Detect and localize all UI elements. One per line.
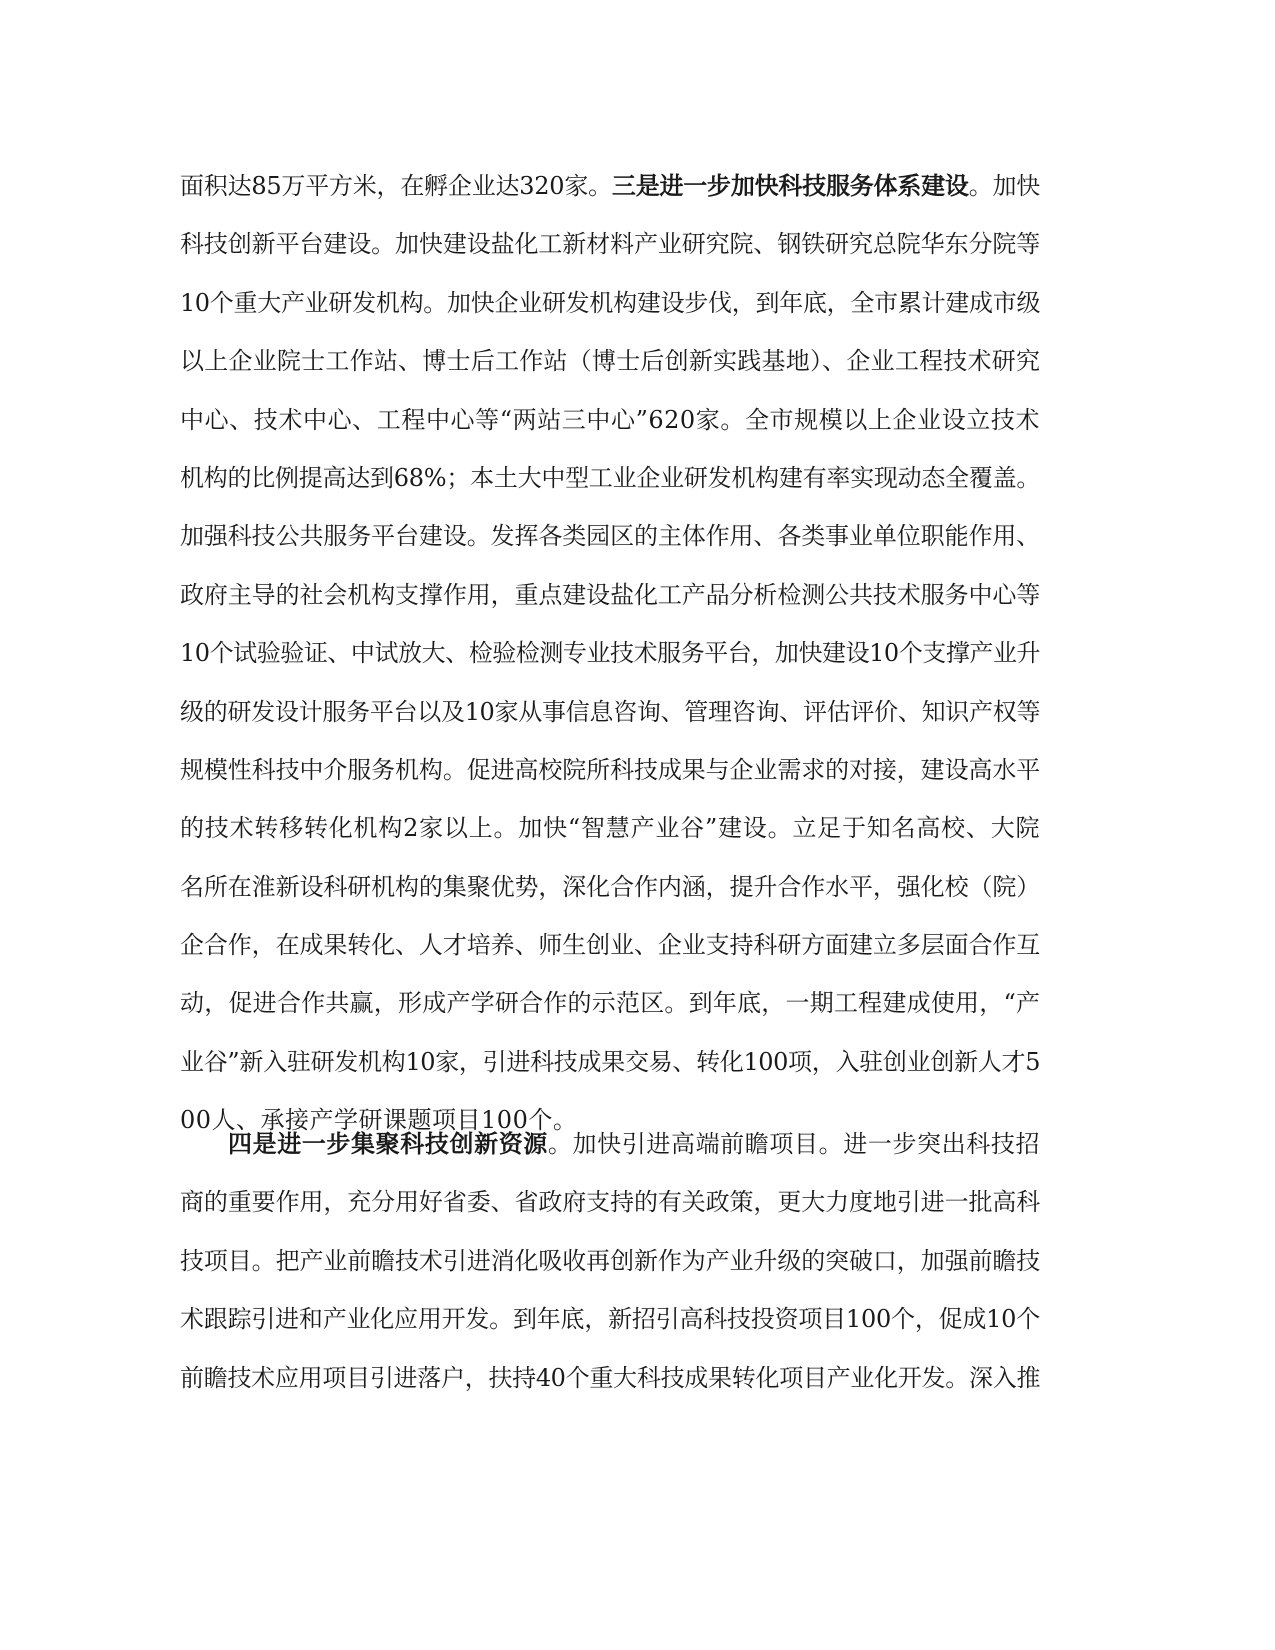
text-line: 规模性科技中介服务机构。促进高校院所科技成果与企业需求的对接，建设高水平 [180, 755, 1040, 784]
text-line: 术跟踪引进和产业化应用开发。到年底，新招引高科技投资项目100个，促成10个 [180, 1305, 1040, 1334]
bold-heading-run: 四是进一步集聚科技创新资源 [228, 1129, 548, 1158]
text-line: 业谷”新入驻研发机构10家，引进科技成果交易、转化100项，入驻创业创新人才5 [180, 1047, 1040, 1076]
bold-heading-run: 三是进一步加快科技服务体系建设 [611, 171, 969, 200]
text-line: 商的重要作用，充分用好省委、省政府支持的有关政策，更大力度地引进一批高科 [180, 1188, 1040, 1217]
text-run: 。加快 [968, 172, 1041, 200]
paragraph-service-system [180, 157, 1040, 1150]
text-line: 科技创新平台建设。加快建设盐化工新材料产业研究院、钢铁研究总院华东分院等 [180, 230, 1040, 259]
text-line [180, 1115, 1040, 1173]
text-line: 技项目。把产业前瞻技术引进消化吸收再创新作为产业升级的突破口，加强前瞻技 [180, 1246, 1040, 1275]
text-line: 的技术转移转化机构2家以上。加快“智慧产业谷”建设。立足于知名高校、大院 [180, 814, 1040, 843]
text-line: 动，促进合作共赢，形成产学研合作的示范区。到年底，一期工程建成使用，“产 [180, 989, 1040, 1018]
text-line: 级的研发设计服务平台以及10家从事信息咨询、管理咨询、评估评价、知识产权等 [180, 697, 1040, 726]
paragraph-innovation-resources [180, 1115, 1040, 1407]
text-line: 加强科技公共服务平台建设。发挥各类园区的主体作用、各类事业单位职能作用、 [180, 522, 1040, 551]
text-line: 10个试验验证、中试放大、检验检测专业技术服务平台，加快建设10个支撑产业升 [180, 639, 1040, 668]
text-line: 中心、技术中心、工程中心等“两站三中心”620家。全市规模以上企业设立技术 [180, 405, 1040, 434]
text-line: 00人、承接产学研课题项目100个。 [180, 1106, 578, 1135]
text-line: 以上企业院士工作站、博士后工作站（博士后创新实践基地）、企业工程技术研究 [180, 347, 1040, 376]
text-line: 10个重大产业研发机构。加快企业研发机构建设步伐，到年底，全市累计建成市级 [180, 288, 1040, 317]
text-line: 政府主导的社会机构支撑作用，重点建设盐化工产品分析检测公共技术服务中心等 [180, 580, 1040, 609]
text-line [180, 157, 1040, 215]
text-run: 。加快引进高端前瞻项目。进一步突出科技招 [547, 1130, 1040, 1158]
text-line: 前瞻技术应用项目引进落户，扶持40个重大科技成果转化项目产业化开发。深入推 [180, 1363, 1040, 1392]
text-line: 企合作，在成果转化、人才培养、师生创业、企业支持科研方面建立多层面合作互 [180, 931, 1040, 960]
text-run: 面积达85万平方米，在孵企业达320家。 [180, 172, 612, 200]
text-line: 机构的比例提高达到68%；本土大中型工业企业研发机构建有率实现动态全覆盖。 [180, 463, 1041, 492]
text-line: 名所在淮新设科研机构的集聚优势，深化合作内涵，提升合作水平，强化校（院） [180, 872, 1040, 901]
